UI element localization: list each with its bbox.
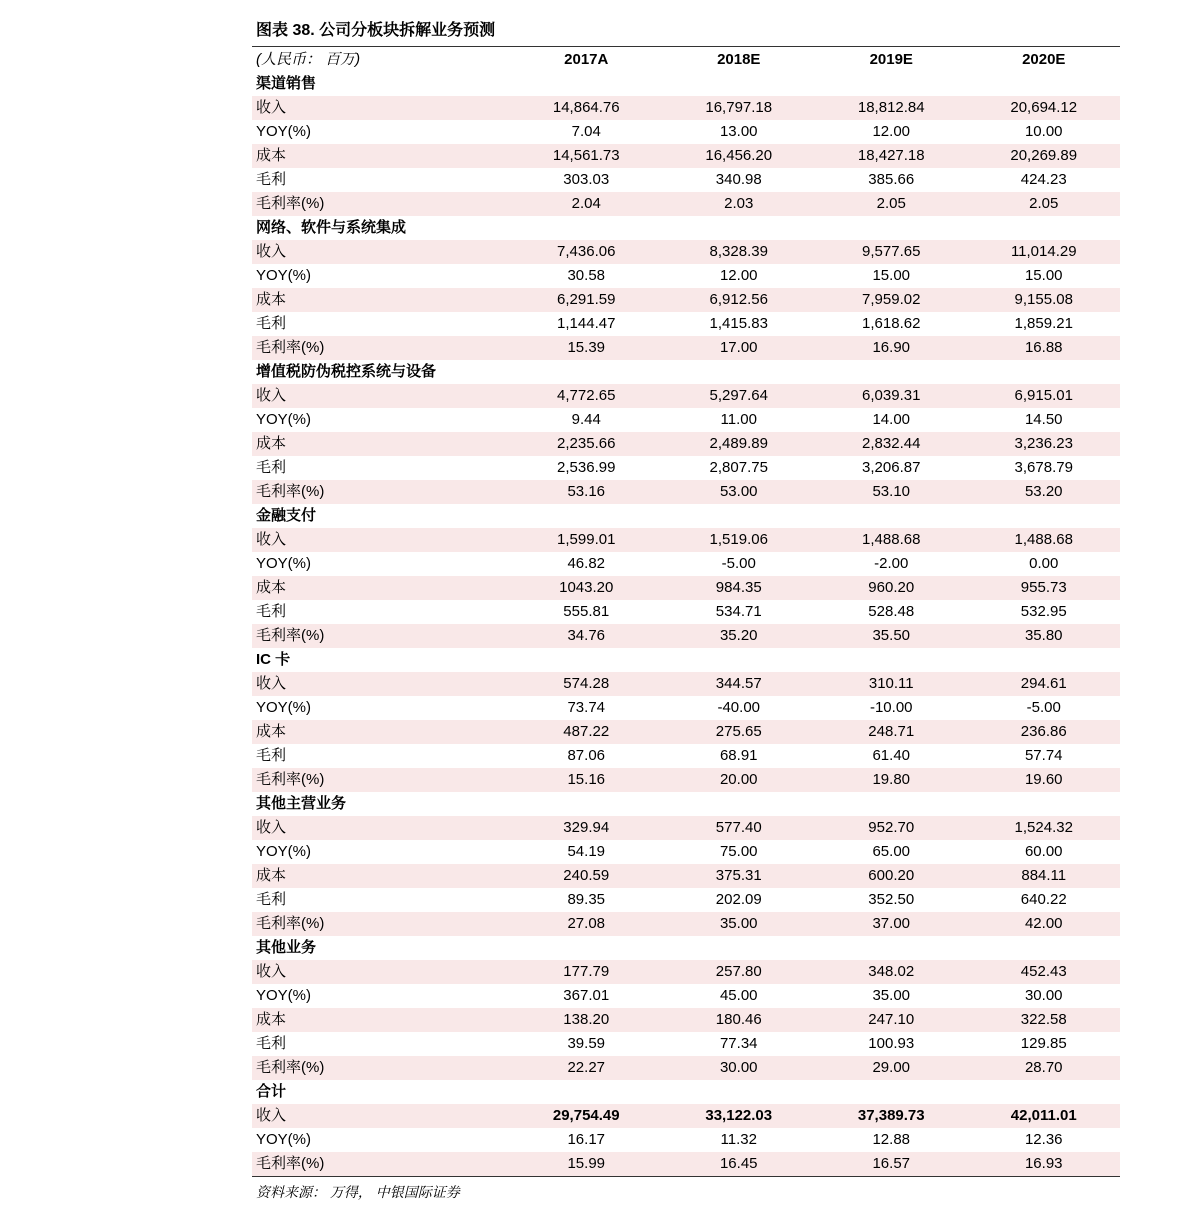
value-cell: 367.01 [563,987,610,1004]
value-cell: 27.08 [510,912,663,936]
value-cell: 9,577.65 [815,240,968,264]
value-cell: 29,754.49 [510,1104,663,1128]
value-cell: 19.60 [968,768,1121,792]
row-label: 成本 [252,144,510,168]
value-cell: 640.22 [1020,891,1067,908]
row-label: 毛利率(%) [252,912,510,936]
table-row [252,1056,1120,1080]
value-cell: 955.73 [968,576,1121,600]
value-cell: 53.10 [815,480,968,504]
row-label: YOY(%) [256,1131,312,1148]
value-cell: 15.99 [510,1152,663,1176]
value-cell: 16.90 [815,336,968,360]
row-label: 成本 [252,864,510,888]
value-cell: 11.00 [720,411,757,428]
report-figure [252,16,1120,1207]
table-row [252,960,1120,984]
value-cell: 12.88 [872,1131,911,1148]
value-cell: 29.00 [815,1056,968,1080]
value-cell: 42.00 [968,912,1121,936]
value-cell: 39.59 [567,1035,606,1052]
row-label: 毛利率(%) [252,768,510,792]
value-cell: 257.80 [663,960,816,984]
value-cell: 77.34 [719,1035,758,1052]
value-cell: -40.00 [717,699,761,716]
value-cell: 2,489.89 [663,432,816,456]
table-row [252,96,1120,120]
value-cell: 9,155.08 [968,288,1121,312]
value-cell: 16,797.18 [663,96,816,120]
row-label: 收入 [252,96,510,120]
value-cell: 19.80 [815,768,968,792]
value-cell: 240.59 [510,864,663,888]
value-cell: 600.20 [815,864,968,888]
table-row [252,840,1120,864]
year-header: 2019E [869,51,913,68]
value-cell: 3,236.23 [968,432,1121,456]
table-row [252,744,1120,768]
value-cell: -2.00 [874,555,909,572]
value-cell: 1,618.62 [862,315,921,332]
value-cell: 14.00 [872,411,911,428]
value-cell: 35.00 [872,987,911,1004]
section-header-row [252,216,1120,240]
value-cell: 42,011.01 [968,1104,1121,1128]
value-cell: 53.20 [968,480,1121,504]
section-title: 增值税防伪税控系统与设备 [256,363,437,380]
value-cell: 952.70 [815,816,968,840]
value-cell: 89.35 [567,891,606,908]
table-row [252,816,1120,840]
value-cell: 275.65 [663,720,816,744]
value-cell: 236.86 [968,720,1121,744]
row-label: 毛利 [256,603,287,620]
value-cell: 452.43 [968,960,1121,984]
section-header-row [252,648,1120,672]
value-cell: 16.88 [968,336,1121,360]
value-cell: 7.04 [571,123,601,140]
value-cell: 180.46 [663,1008,816,1032]
value-cell: 2.05 [968,192,1121,216]
row-label: 毛利 [256,747,287,764]
value-cell: 30.00 [1024,987,1063,1004]
value-cell: 37.00 [815,912,968,936]
table-row [252,264,1120,288]
row-label: 收入 [252,816,510,840]
value-cell: 534.71 [715,603,762,620]
row-label: YOY(%) [256,987,312,1004]
table-row [252,528,1120,552]
row-label: 毛利率(%) [252,480,510,504]
value-cell: 1,144.47 [557,315,616,332]
value-cell: 54.19 [567,843,606,860]
row-label: 毛利 [256,459,287,476]
row-label: 毛利率(%) [252,1056,510,1080]
section-header-row [252,1080,1120,1104]
value-cell: 11.32 [720,1131,757,1148]
value-cell: 375.31 [663,864,816,888]
value-cell: 202.09 [715,891,762,908]
value-cell: 340.98 [715,171,762,188]
value-cell: 20.00 [663,768,816,792]
value-cell: 248.71 [815,720,968,744]
value-cell: 53.16 [510,480,663,504]
value-cell: 2,235.66 [510,432,663,456]
row-label: 毛利 [256,1035,287,1052]
value-cell: 30.58 [567,267,606,284]
value-cell: 1043.20 [510,576,663,600]
row-label: 收入 [252,672,510,696]
section-title: 其他主营业务 [256,795,347,812]
table-row [252,480,1120,504]
row-label: 成本 [252,1008,510,1032]
value-cell: 7,959.02 [815,288,968,312]
value-cell: 310.11 [815,672,968,696]
row-label: 收入 [252,528,510,552]
value-cell: 11,014.29 [968,240,1121,264]
value-cell: 4,772.65 [510,384,663,408]
value-cell: 138.20 [510,1008,663,1032]
row-label: 收入 [252,960,510,984]
row-label: YOY(%) [256,411,312,428]
table-row [252,192,1120,216]
row-label: 毛利率(%) [252,1152,510,1176]
table-row [252,768,1120,792]
value-cell: 329.94 [510,816,663,840]
row-label: YOY(%) [256,123,312,140]
value-cell: 344.57 [663,672,816,696]
section-header-row [252,936,1120,960]
value-cell: 18,812.84 [815,96,968,120]
row-label: YOY(%) [256,699,312,716]
value-cell: 2.03 [663,192,816,216]
value-cell: -5.00 [721,555,756,572]
section-header-row [252,72,1120,96]
value-cell: 1,488.68 [815,528,968,552]
table-row [252,1008,1120,1032]
value-cell: 12.36 [1024,1131,1063,1148]
value-cell: 16.17 [567,1131,606,1148]
table-row [252,696,1120,720]
table-row [252,120,1120,144]
table-row [252,312,1120,336]
row-label: 收入 [252,1104,510,1128]
table-row [252,456,1120,480]
value-cell: 6,912.56 [663,288,816,312]
value-cell: 22.27 [510,1056,663,1080]
value-cell: 16.57 [815,1152,968,1176]
table-row [252,1032,1120,1056]
table-row [252,984,1120,1008]
value-cell: 100.93 [868,1035,915,1052]
section-title: IC 卡 [256,651,291,668]
row-label: 成本 [252,720,510,744]
table-row [252,144,1120,168]
row-label: 成本 [252,432,510,456]
section-title: 金融支付 [256,507,317,524]
value-cell: 1,599.01 [510,528,663,552]
value-cell: 16.45 [663,1152,816,1176]
value-cell: 487.22 [510,720,663,744]
section-header-row [252,792,1120,816]
value-cell: 12.00 [719,267,758,284]
value-cell: 294.61 [968,672,1121,696]
section-header-row [252,360,1120,384]
value-cell: 61.40 [872,747,911,764]
value-cell: -5.00 [1026,699,1061,716]
value-cell: 1,859.21 [1014,315,1073,332]
value-cell: 35.20 [663,624,816,648]
table-row [252,600,1120,624]
value-cell: 1,415.83 [709,315,768,332]
year-header: 2018E [717,51,761,68]
table-row [252,912,1120,936]
header-row [252,47,1120,72]
value-cell: 15.00 [1024,267,1063,284]
value-cell: 247.10 [815,1008,968,1032]
row-label: YOY(%) [256,267,312,284]
value-cell: 28.70 [968,1056,1121,1080]
value-cell: 528.48 [868,603,915,620]
value-cell: 348.02 [815,960,968,984]
value-cell: 16,456.20 [663,144,816,168]
table-row [252,720,1120,744]
value-cell: 303.03 [563,171,610,188]
row-label: YOY(%) [256,843,312,860]
table-row [252,1104,1120,1128]
value-cell: 17.00 [663,336,816,360]
value-cell: 14.50 [1024,411,1063,428]
value-cell: 2,832.44 [815,432,968,456]
value-cell: 15.39 [510,336,663,360]
row-label: 收入 [252,240,510,264]
row-label: 毛利 [256,171,287,188]
value-cell: 14,864.76 [510,96,663,120]
value-cell: 177.79 [510,960,663,984]
value-cell: 884.11 [968,864,1121,888]
value-cell: 35.50 [815,624,968,648]
section-title: 网络、软件与系统集成 [256,219,407,236]
value-cell: 75.00 [719,843,758,860]
value-cell: 34.76 [510,624,663,648]
value-cell: 5,297.64 [663,384,816,408]
value-cell: 9.44 [571,411,601,428]
value-cell: 960.20 [815,576,968,600]
value-cell: 65.00 [872,843,911,860]
value-cell: 68.91 [719,747,758,764]
value-cell: 8,328.39 [663,240,816,264]
row-label: 毛利率(%) [252,336,510,360]
section-title: 渠道销售 [256,75,317,92]
table-row [252,168,1120,192]
value-cell: 12.00 [872,123,911,140]
value-cell: 2.05 [815,192,968,216]
value-cell: 1,488.68 [968,528,1121,552]
value-cell: 35.80 [968,624,1121,648]
row-label: 毛利率(%) [252,192,510,216]
value-cell: 15.16 [510,768,663,792]
row-label: 毛利 [256,315,287,332]
section-title: 合计 [256,1083,287,1100]
value-cell: 2,536.99 [557,459,616,476]
value-cell: 0.00 [1029,555,1059,572]
value-cell: 37,389.73 [815,1104,968,1128]
value-cell: 1,519.06 [663,528,816,552]
value-cell: 46.82 [567,555,606,572]
row-label: 毛利 [256,891,287,908]
year-header: 2020E [1022,51,1066,68]
value-cell: 18,427.18 [815,144,968,168]
value-cell: 532.95 [1020,603,1067,620]
table-row [252,432,1120,456]
value-cell: 14,561.73 [510,144,663,168]
table-row [252,240,1120,264]
value-cell: 30.00 [663,1056,816,1080]
value-cell: 60.00 [1024,843,1063,860]
table-row [252,552,1120,576]
value-cell: 2,807.75 [709,459,768,476]
value-cell: 3,206.87 [862,459,921,476]
row-label: 成本 [252,288,510,312]
value-cell: 6,915.01 [968,384,1121,408]
unit-label: (人民币： 百万) [256,51,361,68]
value-cell: -10.00 [869,699,913,716]
value-cell: 2.04 [510,192,663,216]
value-cell: 555.81 [563,603,610,620]
value-cell: 10.00 [1024,123,1063,140]
value-cell: 6,039.31 [815,384,968,408]
value-cell: 20,269.89 [968,144,1121,168]
row-label: 成本 [252,576,510,600]
forecast-table [252,47,1120,1176]
figure-title: 图表 38. 公司分板块拆解业务预测 [256,22,496,39]
value-cell: 129.85 [1020,1035,1067,1052]
table-row [252,624,1120,648]
table-body [252,72,1120,1176]
section-title: 其他业务 [256,939,317,956]
table-row [252,576,1120,600]
value-cell: 577.40 [663,816,816,840]
value-cell: 7,436.06 [510,240,663,264]
table-row [252,888,1120,912]
table-row [252,672,1120,696]
row-label: 毛利率(%) [252,624,510,648]
row-label: 收入 [252,384,510,408]
value-cell: 35.00 [663,912,816,936]
value-cell: 45.00 [719,987,758,1004]
value-cell: 57.74 [1024,747,1063,764]
value-cell: 13.00 [719,123,758,140]
value-cell: 424.23 [1020,171,1067,188]
table-row [252,288,1120,312]
value-cell: 53.00 [663,480,816,504]
value-cell: 385.66 [868,171,915,188]
value-cell: 3,678.79 [1014,459,1073,476]
value-cell: 322.58 [968,1008,1121,1032]
table-row [252,1152,1120,1176]
table-row [252,336,1120,360]
value-cell: 73.74 [567,699,606,716]
value-cell: 33,122.03 [663,1104,816,1128]
row-label: YOY(%) [256,555,312,572]
value-cell: 574.28 [510,672,663,696]
section-header-row [252,504,1120,528]
value-cell: 16.93 [968,1152,1121,1176]
table-row [252,384,1120,408]
value-cell: 352.50 [868,891,915,908]
table-row [252,1128,1120,1152]
value-cell: 6,291.59 [510,288,663,312]
source-note: 资料来源： 万得， 中银国际证券 [256,1184,460,1200]
table-row [252,864,1120,888]
value-cell: 20,694.12 [968,96,1121,120]
value-cell: 1,524.32 [968,816,1121,840]
year-header: 2017A [564,51,609,68]
table-row [252,408,1120,432]
value-cell: 87.06 [567,747,606,764]
value-cell: 984.35 [663,576,816,600]
value-cell: 15.00 [872,267,911,284]
